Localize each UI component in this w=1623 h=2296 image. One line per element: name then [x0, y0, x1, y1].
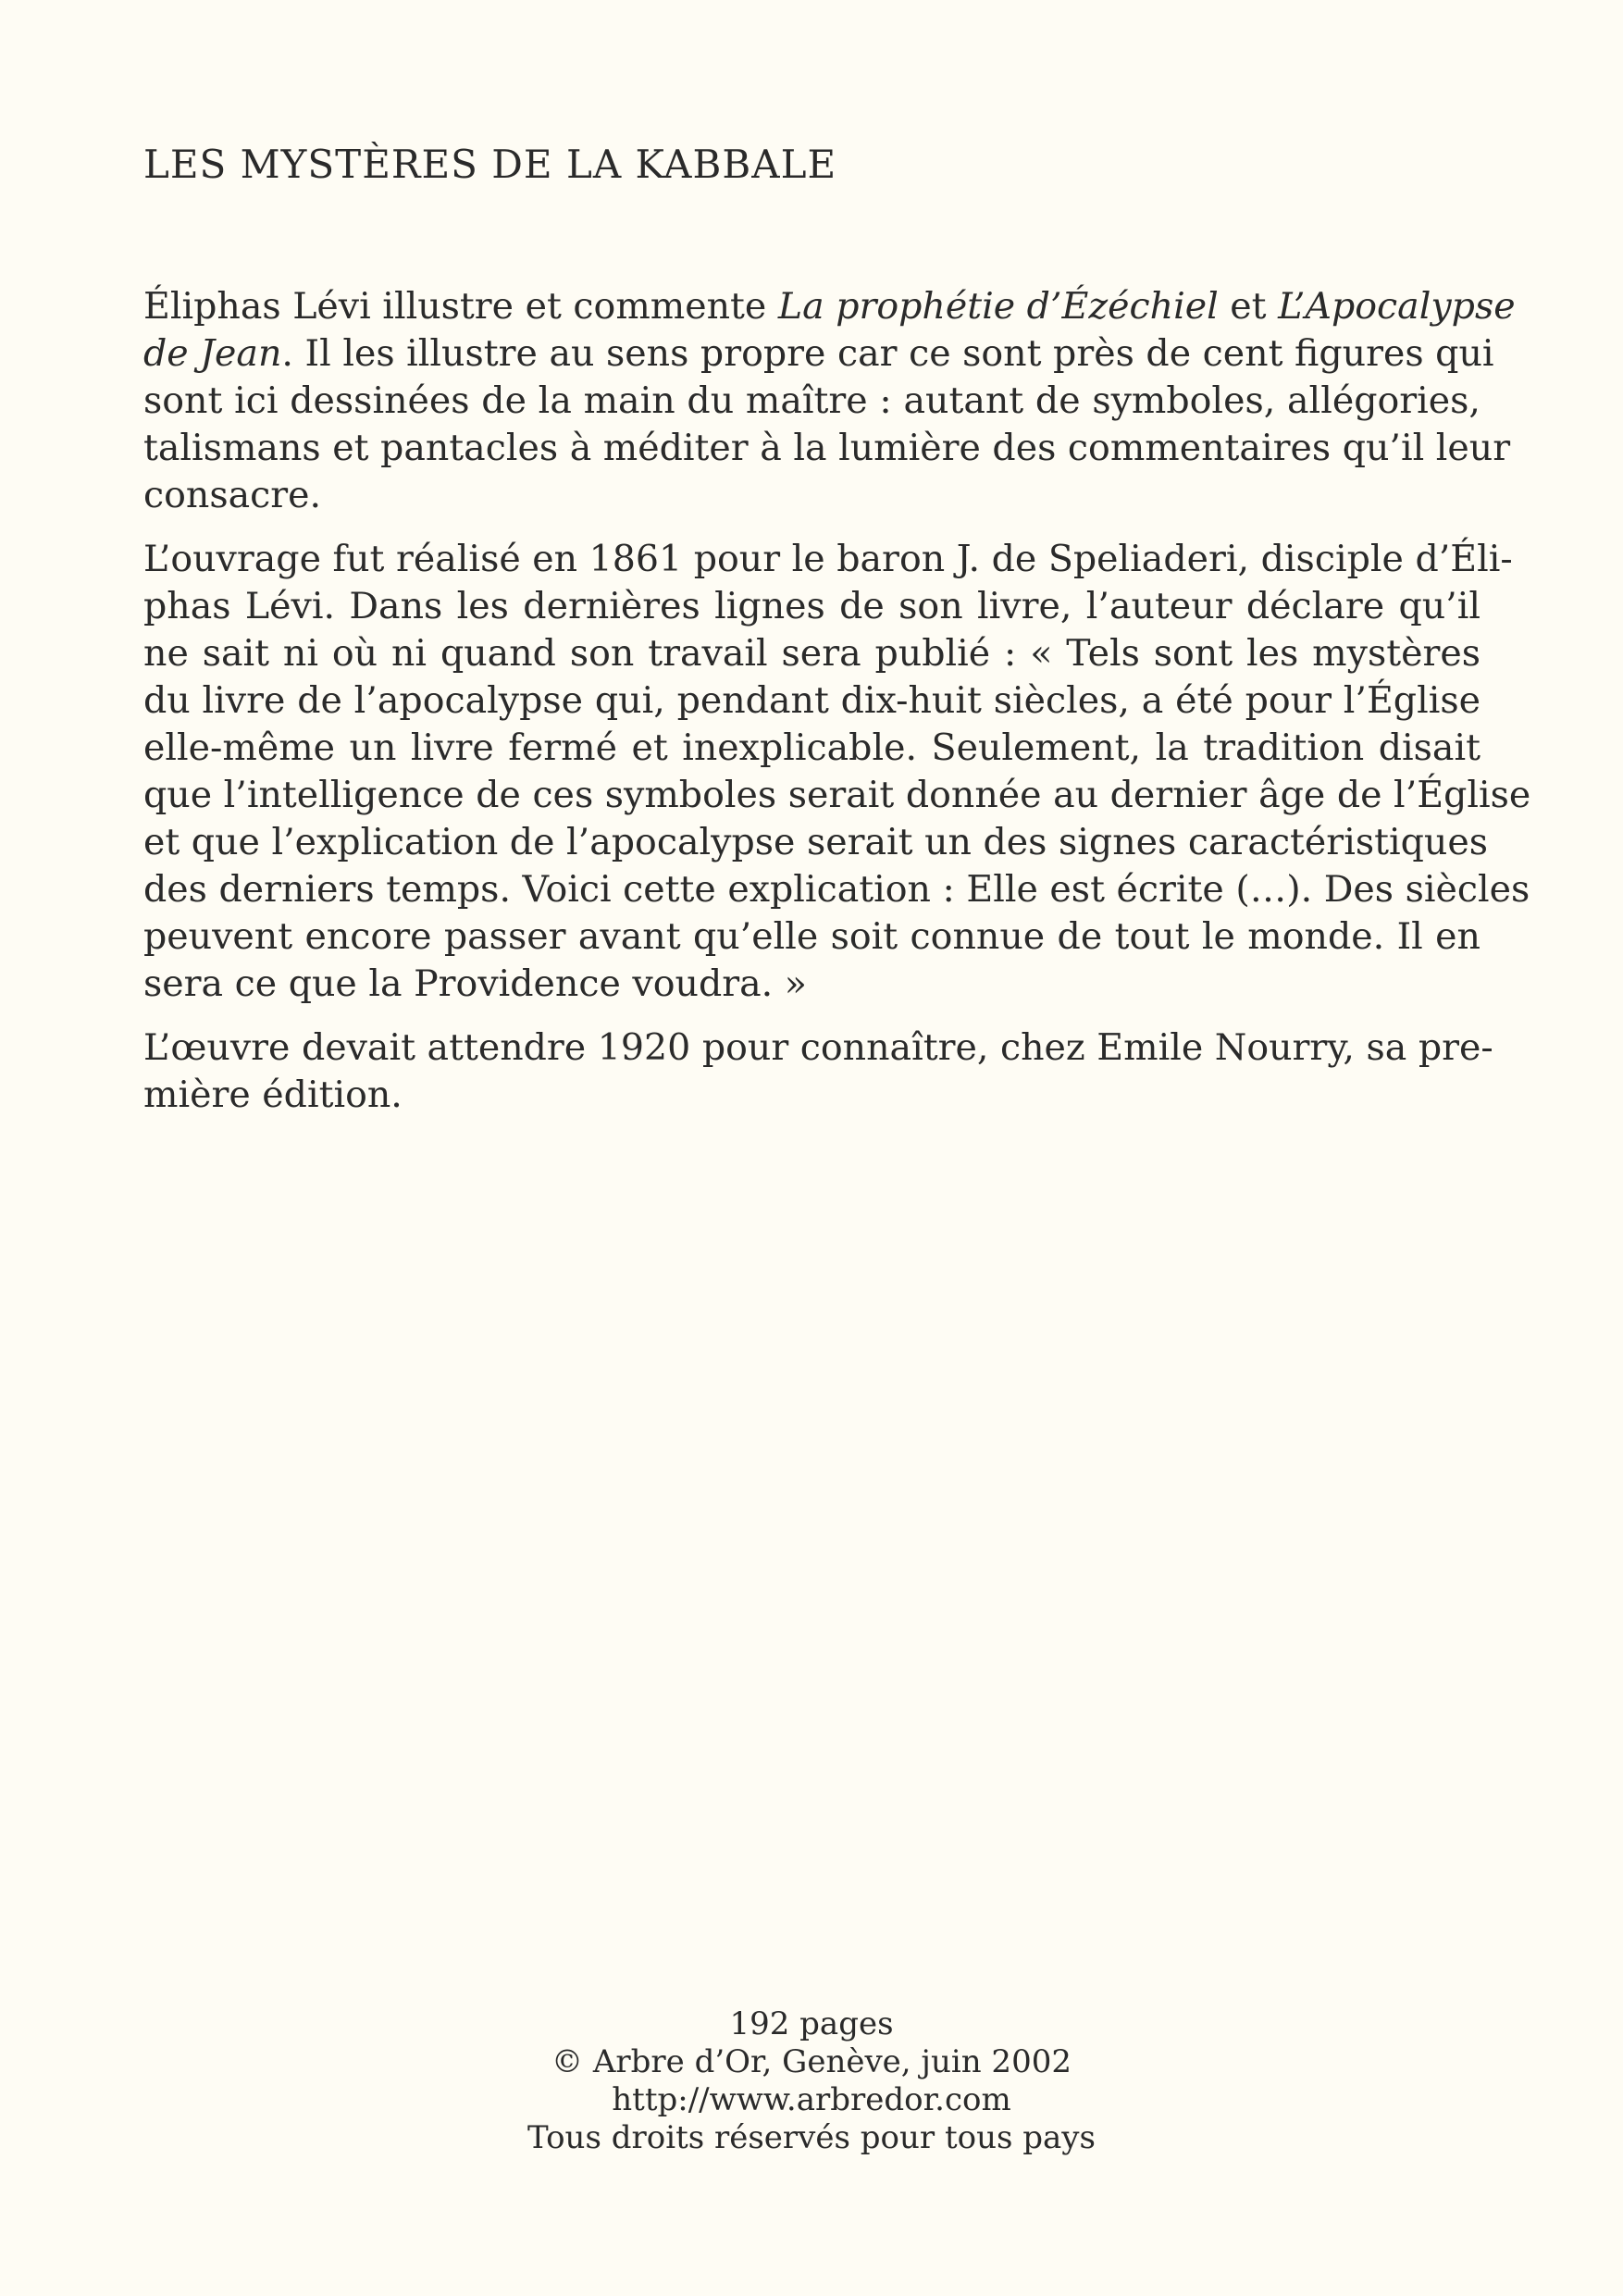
text-run: mière édition. [143, 1074, 403, 1116]
text-line [143, 425, 1511, 472]
text-run: sera ce que la Providence voudra. » [143, 962, 807, 1005]
text-run: peuvent encore passer avant qu’elle soit connue de tout le monde. Il en [143, 915, 1481, 958]
publisher-url: http://www.arbredor.com [612, 2081, 1011, 2118]
text-line [143, 725, 1481, 772]
text-line [143, 913, 1481, 961]
text-line [143, 819, 1488, 866]
text-run: phas Lévi. Dans les dernières lignes de son livre, l’auteur déclare qu’il [143, 585, 1481, 627]
text-run: . Il les illustre au sens propre car ce sont près de cent figures qui [281, 332, 1494, 375]
text-line [143, 866, 1530, 913]
text-line [143, 536, 1513, 583]
text-run: talismans et pantacles à méditer à la lumière des commentaires qu’il leur [143, 427, 1511, 469]
text-run: et [1218, 285, 1279, 328]
body-paragraph [143, 536, 1531, 1008]
text-line [143, 630, 1481, 677]
text-line [143, 961, 1481, 1008]
text-line [143, 283, 1516, 330]
text-line [143, 1072, 1481, 1119]
text-line [143, 1024, 1493, 1072]
body-paragraph [143, 1024, 1493, 1119]
body-text [143, 283, 1531, 1136]
text-run: L’œuvre devait attendre 1920 pour connaître, chez Emile Nourry, sa pre- [143, 1026, 1493, 1069]
rights-notice: Tous droits réservés pour tous pays [527, 2119, 1096, 2156]
text-line [143, 583, 1481, 630]
text-run: elle-même un livre fermé et inexplicable. Seulement, la tradition disait [143, 726, 1481, 769]
text-run: sont ici dessinées de la main du maître : autant de symboles, allégories, [143, 379, 1481, 422]
text-run: que l’intelligence de ces symboles serait donnée au dernier âge de l’Église [143, 774, 1531, 816]
colophon [0, 2005, 1623, 2157]
page-count: 192 pages [729, 2005, 894, 2042]
text-run: consacre. [143, 474, 322, 516]
text-line [143, 330, 1494, 378]
italic-title: L’Apocalypse [1278, 285, 1516, 328]
text-line [143, 772, 1531, 819]
text-line [143, 677, 1481, 725]
text-run: et que l’explication de l’apocalypse serait un des signes caractéristiques [143, 821, 1488, 863]
body-paragraph [143, 283, 1516, 519]
text-run: L’ouvrage fut réalisé en 1861 pour le baron J. de Speliaderi, disciple d’Éli- [143, 538, 1513, 580]
text-run: Éliphas Lévi illustre et commente [143, 285, 778, 328]
text-line [143, 472, 1481, 519]
page-title: LES MYSTÈRES DE LA KABBALE [143, 142, 837, 187]
text-line [143, 378, 1481, 425]
italic-title: de Jean [143, 332, 282, 375]
text-run: des derniers temps. Voici cette explication : Elle est écrite (…). Des siècles [143, 868, 1530, 911]
text-run: du livre de l’apocalypse qui, pendant dix-huit siècles, a été pour l’Église [143, 679, 1481, 722]
text-run: ne sait ni où ni quand son travail sera publié : « Tels sont les mystères [143, 632, 1481, 675]
copyright-notice: © Arbre d’Or, Genève, juin 2002 [551, 2043, 1072, 2080]
italic-title: La prophétie d’Ézéchiel [777, 285, 1219, 328]
